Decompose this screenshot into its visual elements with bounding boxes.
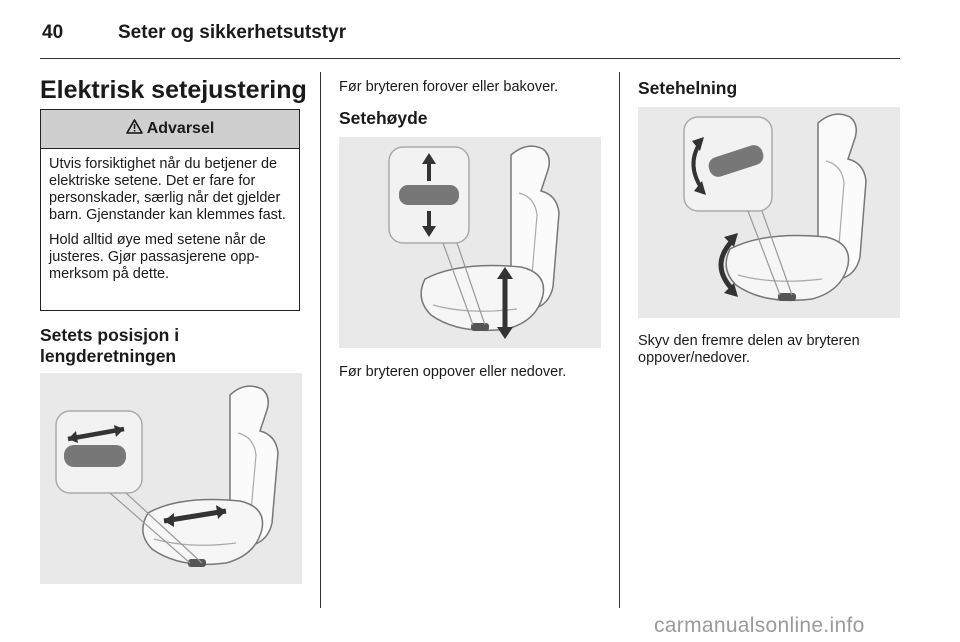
seat-tilt-adjust-illustration: [638, 107, 900, 318]
heading-longitudinal-line2: lengderetningen: [40, 346, 177, 366]
heading-tilt: Setehelning: [638, 78, 738, 98]
seat-longitudinal-adjust-illustration: [40, 373, 302, 584]
heading-longitudinal-line1: Setets posisjon i: [40, 325, 180, 345]
seat-height-adjust-illustration: [339, 137, 601, 348]
warning-title: Advarsel: [146, 120, 215, 137]
main-heading: Elektrisk setejustering: [40, 76, 307, 104]
column-divider-2: [619, 72, 620, 608]
header-divider: [40, 58, 900, 59]
section-title: Seter og sikkerhetsutstyr: [118, 22, 347, 43]
text-height: Før bryteren oppover eller nedover.: [339, 364, 567, 380]
column-divider-1: [320, 72, 321, 608]
watermark-text: carmanualsonline.info: [654, 614, 865, 637]
text-tilt-line2: oppover/nedover.: [638, 350, 751, 366]
heading-height: Setehøyde: [339, 108, 428, 128]
text-tilt: [638, 333, 860, 367]
text-longitudinal: Før bryteren forover eller bakover.: [339, 79, 559, 95]
warning-triangle-icon: [126, 119, 143, 139]
text-tilt-line1: Skyv den fremre delen av bryteren: [638, 333, 860, 349]
warning-paragraph-2: Hold alltid øye med setene når de justeres. Gjør passasjerene opp-merksom på dette.: [49, 232, 266, 282]
warning-box: [40, 109, 300, 311]
warning-header: [41, 110, 299, 149]
warning-paragraph-1: Utvis forsiktighet når du betjener de elektriske setene. Det er fare for personskader, særlig når det gjelder barn. Gjenstander kan klemmes fast.: [49, 156, 286, 223]
heading-longitudinal: [40, 325, 179, 367]
page-number: 40: [42, 22, 64, 43]
